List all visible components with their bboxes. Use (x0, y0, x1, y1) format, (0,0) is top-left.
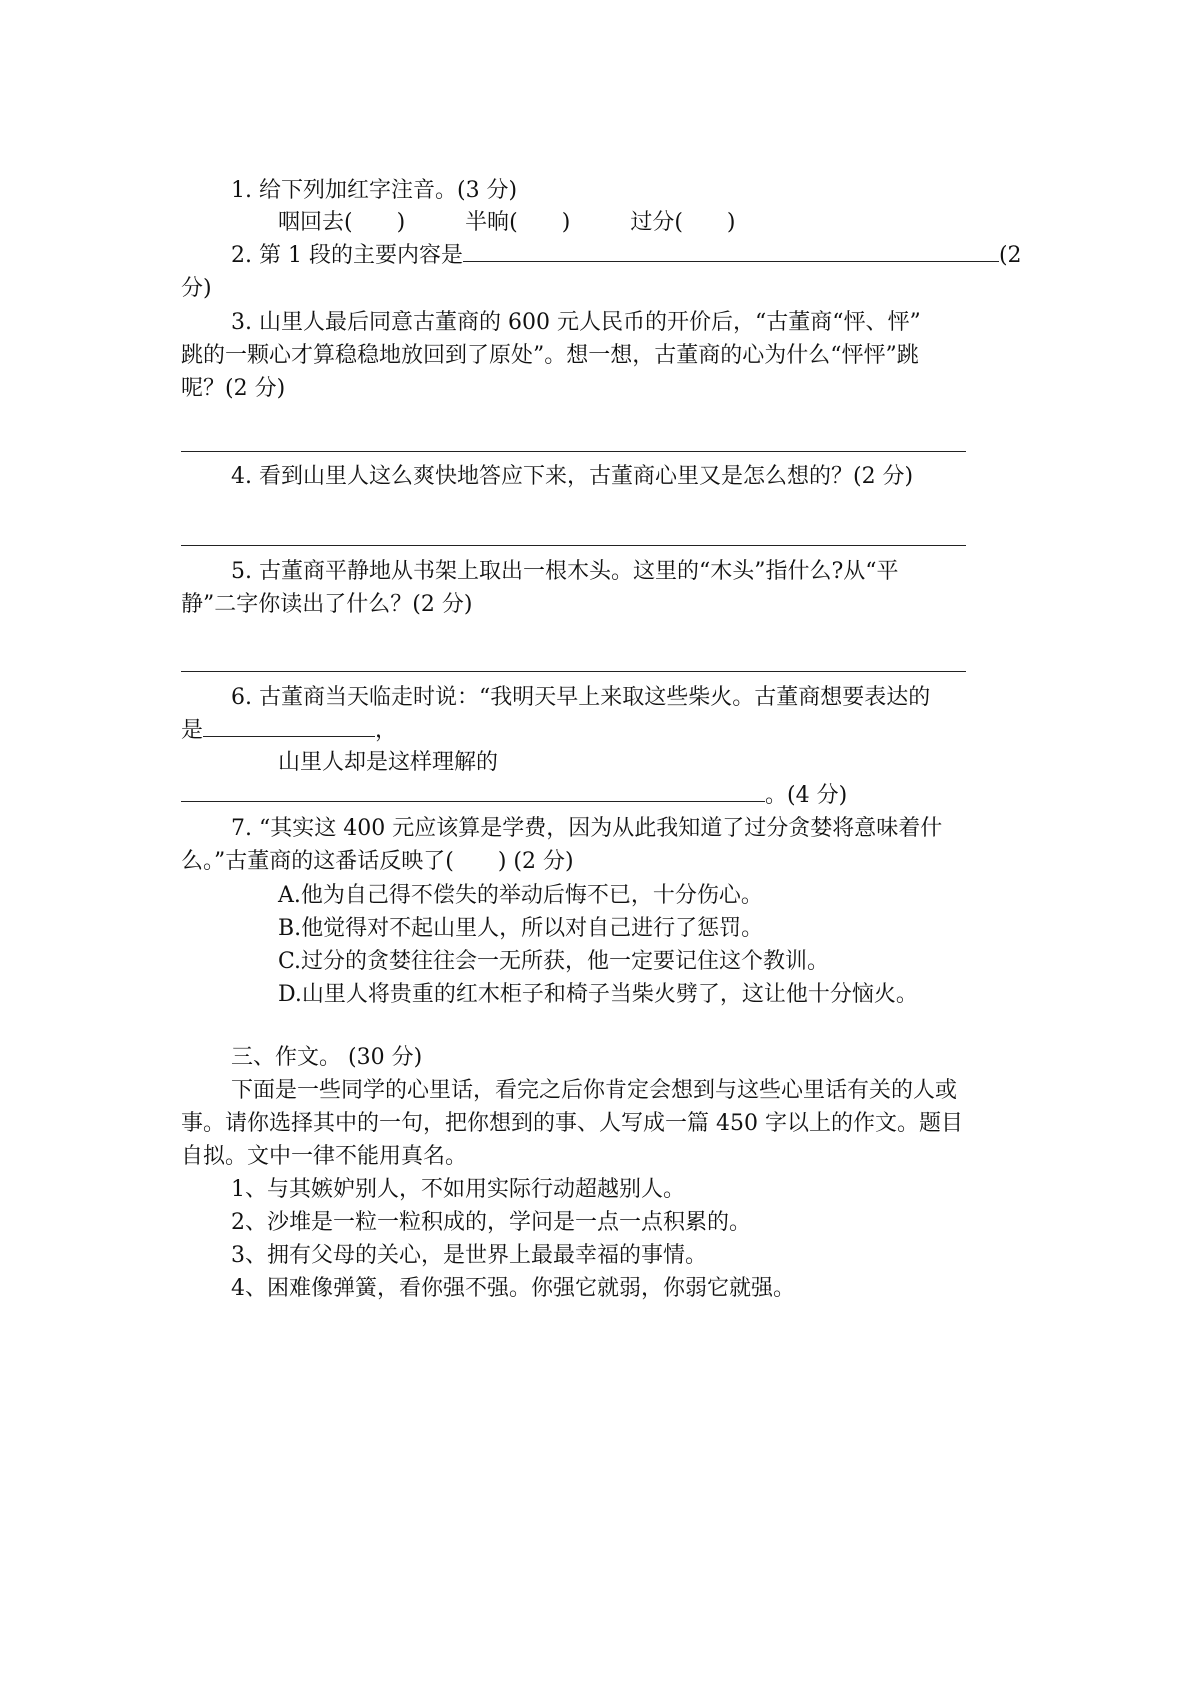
q6-line2 (181, 714, 397, 747)
composition-prompt-4: 4、困难像弹簧，看你强不强。你强它就弱，你弱它就强。 (231, 1276, 795, 1301)
q3-line2: 跳的一颗心才算稳稳地放回到了原处”。想一想，古董商的心为什么“怦怦”跳 (181, 343, 919, 368)
q2-score-part2: 分) (181, 276, 212, 301)
q2-score-part1: (2 (998, 243, 1022, 268)
composition-prompt-2: 2、沙堆是一粒一粒积成的，学问是一点一点积累的。 (231, 1210, 751, 1235)
composition-instr-line3: 自拟。文中一律不能用真名。 (181, 1144, 468, 1169)
q4-answer-line[interactable] (181, 545, 966, 546)
q1-words (278, 206, 736, 239)
q5-line2: 静”二字你读出了什么？(2 分) (181, 592, 473, 617)
q3-answer-line[interactable] (181, 451, 966, 452)
q2-prompt: 2. 第 1 段的主要内容是 (231, 243, 463, 268)
q3-line1: 3. 山里人最后同意古董商的 600 元人民币的开价后，“古董商“怦、怦” (231, 310, 921, 335)
q6-meaning-blank[interactable] (203, 714, 375, 737)
composition-prompt-3: 3、拥有父母的关心，是世界上最最幸福的事情。 (231, 1243, 707, 1268)
q1-prompt: 1. 给下列加红字注音。(3 分) (231, 178, 518, 203)
q5-answer-line[interactable] (181, 671, 966, 672)
q7-option-d[interactable]: D.山里人将贵重的红木柜子和椅子当柴火劈了，这让他十分恼火。 (278, 982, 918, 1007)
q3-line3: 呢？(2 分) (181, 376, 286, 401)
q6-line4-suffix: 。(4 分) (765, 783, 848, 808)
q6-line1: 6. 古董商当天临走时说：“我明天早上来取这些柴火。古董商想要表达的 (231, 685, 931, 710)
q7-line2: 么。”古董商的这番话反映了( ) (2 分) (181, 849, 574, 874)
composition-heading: 三、作文。 (30 分) (231, 1045, 423, 1070)
q7-option-b[interactable]: B.他觉得对不起山里人，所以对自己进行了惩罚。 (278, 916, 764, 941)
q4-prompt: 4. 看到山里人这么爽快地答应下来，古董商心里又是怎么想的？(2 分) (231, 464, 914, 489)
q7-option-a[interactable]: A.他为自己得不偿失的举动后悔不已，十分伤心。 (278, 883, 763, 908)
q1-word-3[interactable]: 过分( ) (630, 210, 736, 235)
q2-answer-blank[interactable] (463, 239, 999, 262)
q6-line4 (181, 779, 847, 812)
composition-prompt-1: 1、与其嫉妒别人，不如用实际行动超越别人。 (231, 1177, 685, 1202)
q6-line2-suffix: ， (375, 718, 398, 743)
q2-line (231, 239, 1022, 272)
q7-line1: 7. “其实这 400 元应该算是学费，因为从此我知道了过分贪婪将意味着什 (231, 816, 943, 841)
q6-understanding-blank[interactable] (181, 779, 765, 802)
q6-line3: 山里人却是这样理解的 (278, 750, 499, 775)
composition-instr-line2: 事。请你选择其中的一句，把你想到的事、人写成一篇 450 字以上的作文。题目 (181, 1111, 963, 1136)
q7-option-c[interactable]: C.过分的贪婪往往会一无所获，他一定要记住这个教训。 (278, 949, 830, 974)
q1-word-2[interactable]: 半晌( ) (465, 210, 571, 235)
q6-line2-prefix: 是 (181, 718, 204, 743)
q5-line1: 5. 古董商平静地从书架上取出一根木头。这里的“木头”指什么?从“平 (231, 559, 899, 584)
composition-instr-line1: 下面是一些同学的心里话，看完之后你肯定会想到与这些心里话有关的人或 (231, 1078, 958, 1103)
q1-word-1[interactable]: 咽回去( ) (278, 210, 406, 235)
